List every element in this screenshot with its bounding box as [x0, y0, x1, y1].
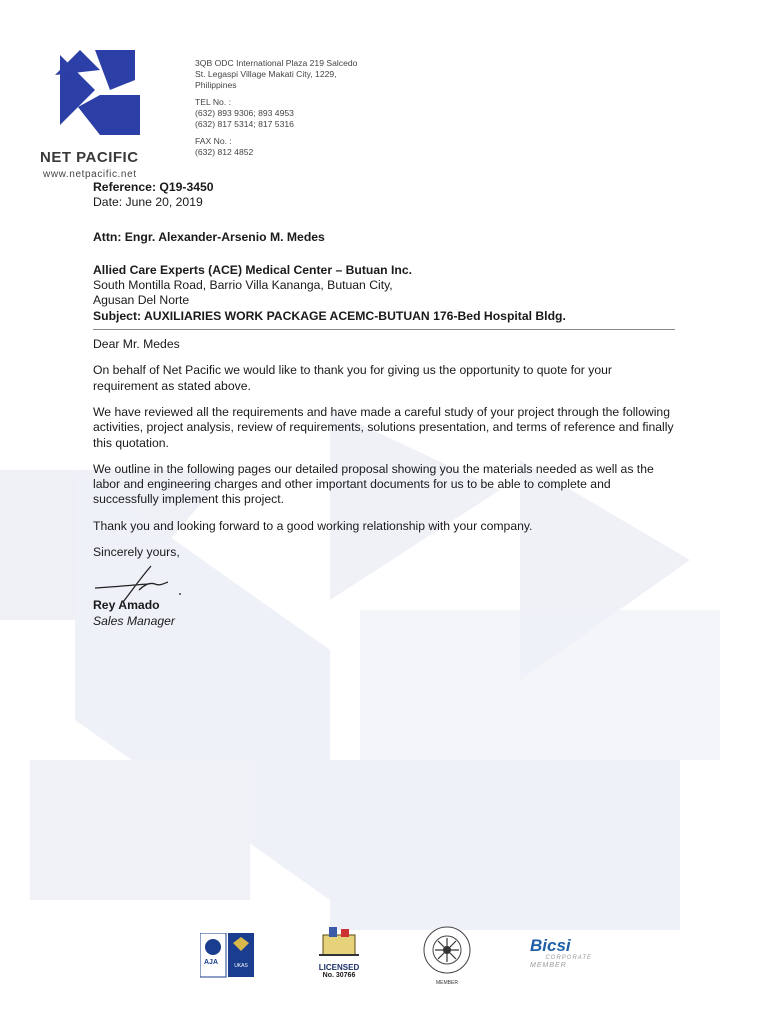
recipient-organization: Allied Care Experts (ACE) Medical Center – Butuan Inc.	[93, 262, 412, 277]
paragraph: We have reviewed all the requirements and have made a careful study of your project through the following activities, project analysis, review of requirements, solutions presentation, and terms of reference and finally this quotation.	[93, 404, 674, 450]
letter-body	[93, 180, 678, 629]
divider	[93, 329, 675, 330]
recipient-address-line: Agusan Del Norte	[93, 293, 190, 308]
green-building-seal	[420, 925, 474, 986]
company-address	[195, 58, 357, 158]
reference: Reference: Q19-3450	[93, 180, 214, 194]
bicsi-logo-text: Bicsi	[530, 936, 571, 955]
handwritten-signature	[93, 562, 193, 606]
company-name: NET PACIFIC	[40, 149, 139, 166]
footer-badges	[0, 925, 768, 985]
recipient-address-line: South Montilla Road, Barrio Villa Kananga, Butuan City,	[93, 278, 393, 293]
signatory-name: Rey Amado	[93, 598, 160, 613]
license-number: No. 30766	[322, 972, 356, 979]
address-line: St. Legaspi Village Makati City, 1229,	[195, 69, 337, 79]
net-pacific-logo-mark	[50, 45, 140, 140]
tel-line: (632) 817 5314; 817 5316	[195, 119, 294, 129]
tel-line: (632) 893 9306; 893 4953	[195, 108, 294, 118]
aja-ukas-badge	[200, 933, 256, 979]
paragraph: Thank you and looking forward to a good working relationship with your company.	[93, 518, 533, 533]
company-logo	[40, 45, 152, 180]
licensed-badge	[314, 925, 364, 981]
fax-line: (632) 812 4852	[195, 147, 254, 157]
closing: Sincerely yours,	[93, 545, 180, 560]
attention-line: Attn: Engr. Alexander-Arsenio M. Medes	[93, 229, 325, 244]
licensed-label: LICENSED	[318, 963, 360, 972]
svg-text:UKAS: UKAS	[234, 963, 248, 969]
signatory-title: Sales Manager	[93, 613, 175, 628]
bicsi-corporate: CORPORATE	[545, 955, 592, 961]
date: Date: June 20, 2019	[93, 195, 203, 210]
company-url: www.netpacific.net	[43, 169, 137, 180]
bicsi-badge	[530, 937, 592, 979]
address-line: Philippines	[195, 80, 237, 90]
tel-label: TEL No. :	[195, 97, 231, 107]
subject-line: Subject: AUXILIARIES WORK PACKAGE ACEMC-BUTUAN 176-Bed Hospital Bldg.	[93, 308, 566, 323]
address-line: 3QB ODC International Plaza 219 Salcedo	[195, 58, 358, 68]
paragraph: On behalf of Net Pacific we would like to thank you for giving us the opportunity to quote for your requirement as stated above.	[93, 363, 612, 393]
aja-label: AJA	[204, 959, 219, 966]
salutation: Dear Mr. Medes	[93, 337, 180, 352]
signature	[93, 562, 678, 602]
member-label: MEMBER	[436, 980, 458, 986]
fax-label: FAX No. :	[195, 136, 232, 146]
bicsi-member: MEMBER	[530, 962, 567, 969]
paragraph: We outline in the following pages our detailed proposal showing you the materials needed as well as the labor and engineering charges and other important documents for us to be able to complete and successfully implement this project.	[93, 461, 654, 507]
